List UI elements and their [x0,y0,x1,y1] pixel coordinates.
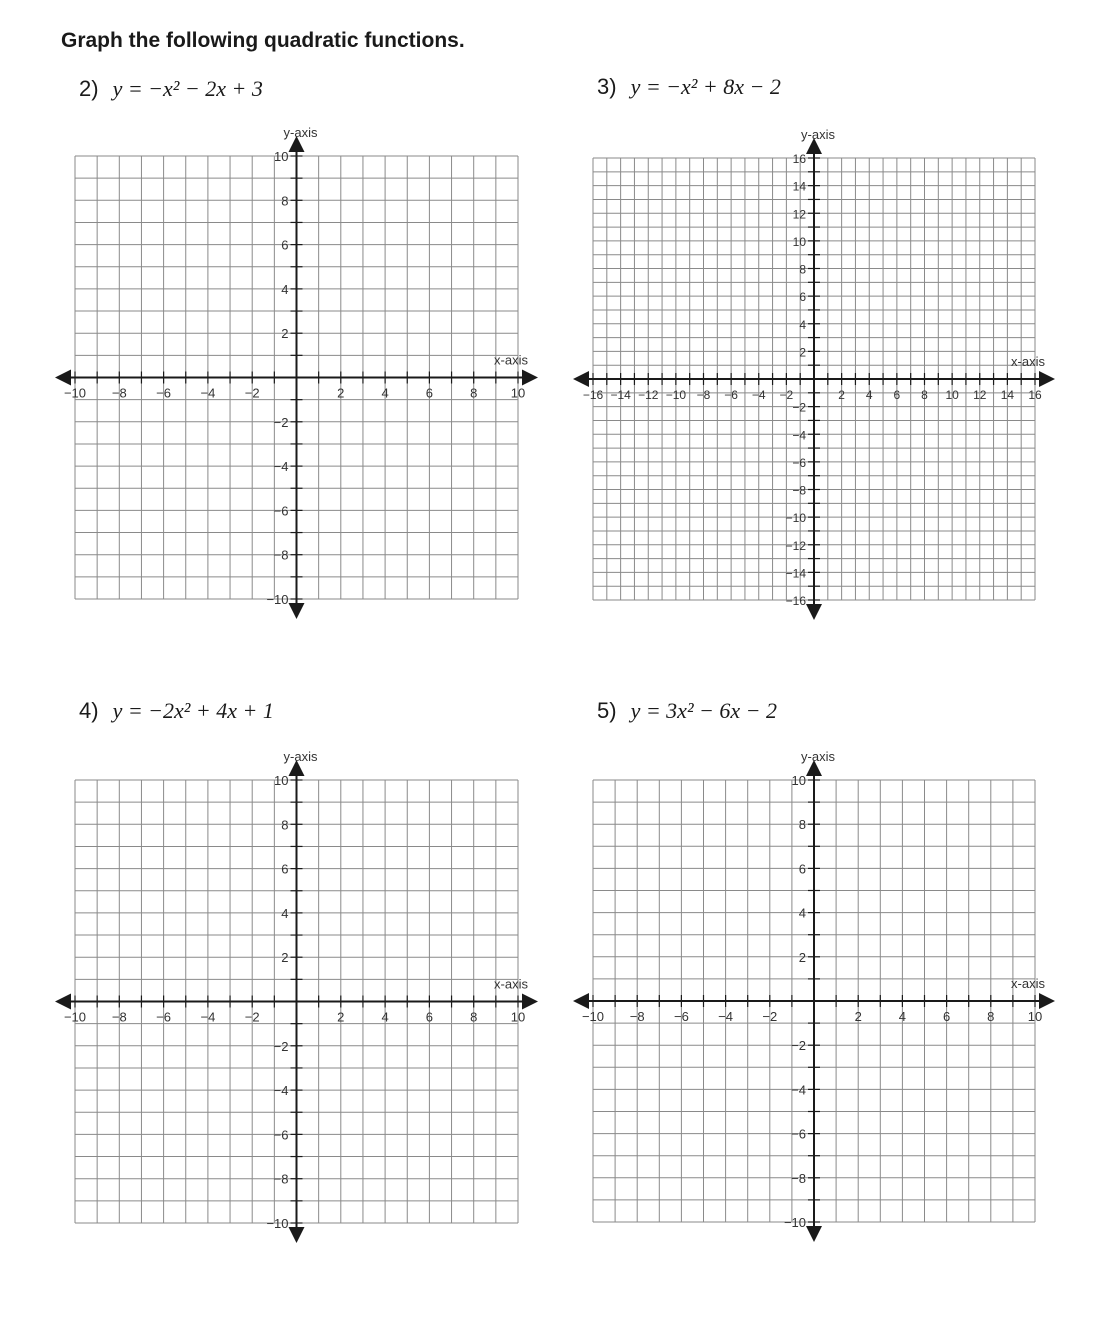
y-tick-label: −12 [785,538,806,553]
x-tick-label: −14 [610,388,631,402]
y-tick-label: −4 [791,1082,806,1098]
x-axis-label: x-axis [1011,354,1045,369]
y-tick-label: 6 [281,237,289,253]
x-tick-label: 6 [942,1009,951,1024]
x-tick-label: 4 [381,385,389,401]
problem-3-number: 3) [597,74,617,99]
y-tick-label: −16 [785,594,806,608]
y-tick-label: −10 [266,592,289,607]
problem-2-number: 2) [79,76,99,101]
x-tick-label: −16 [582,388,604,402]
y-tick-label: 10 [791,773,806,788]
y-tick-label: −10 [266,1216,289,1231]
y-tick-label: −4 [273,1083,289,1099]
x-tick-label: 4 [898,1009,907,1024]
problem-3-equation: y = −x² + 8x − 2 [630,74,781,99]
y-tick-label: −6 [273,1127,289,1143]
grid-problem-2[interactable] [63,125,530,611]
x-tick-label: 4 [381,1009,389,1025]
x-tick-label: −4 [200,1009,216,1025]
x-axis-label: x-axis [494,352,528,368]
y-tick-label: −8 [792,483,806,498]
x-tick-label: −10 [63,385,87,401]
grid-problem-4[interactable] [63,749,530,1235]
y-tick-label: 2 [799,345,806,360]
y-tick-label: −4 [792,428,806,443]
y-tick-label: 8 [281,817,289,833]
y-tick-label: −2 [791,1038,806,1054]
y-tick-label: −2 [273,414,289,430]
y-tick-label: 2 [281,326,289,342]
y-axis-label: y-axis [801,127,835,142]
y-tick-label: −8 [273,1171,289,1187]
y-axis-label: y-axis [283,749,318,764]
x-tick-label: −2 [244,1009,260,1025]
x-tick-label: 10 [945,388,959,402]
y-tick-label: −8 [273,547,289,563]
x-tick-label: −4 [200,385,216,401]
problem-5-equation: y = 3x² − 6x − 2 [630,698,777,723]
x-tick-label: −10 [581,1009,605,1024]
y-tick-label: −2 [792,400,806,415]
y-tick-label: 10 [792,234,806,249]
y-tick-label: 4 [798,905,806,921]
x-tick-label: −6 [673,1009,689,1024]
y-tick-label: −4 [273,459,289,475]
y-tick-label: −10 [785,511,806,526]
x-tick-label: −6 [156,1009,172,1025]
problem-4-equation: y = −2x² + 4x + 1 [112,698,274,723]
x-tick-label: −8 [111,1009,127,1025]
grid-problem-3[interactable] [581,127,1047,612]
x-tick-label: −4 [751,388,766,402]
x-tick-label: −6 [724,388,738,402]
y-tick-label: 8 [281,193,289,209]
problem-4-number: 4) [79,698,99,723]
x-axis-label: x-axis [494,976,528,992]
x-tick-label: 6 [425,385,434,401]
x-tick-label: 2 [337,385,345,401]
y-tick-label: −8 [791,1170,806,1186]
x-tick-label: 2 [854,1009,862,1024]
x-tick-label: 10 [510,1009,526,1025]
y-tick-label: 6 [798,861,806,877]
y-tick-label: 8 [799,262,806,277]
x-tick-label: 2 [838,388,845,402]
x-tick-label: −2 [762,1009,778,1024]
grid-problem-5[interactable] [581,749,1047,1234]
x-tick-label: −12 [638,388,659,402]
x-tick-label: 8 [470,1009,478,1025]
y-axis-label: y-axis [283,125,318,140]
x-tick-label: 8 [987,1009,995,1024]
x-tick-label: 10 [510,385,526,401]
problem-5-number: 5) [597,698,617,723]
y-tick-label: −6 [791,1126,806,1142]
x-tick-label: 8 [921,388,928,402]
y-tick-label: 2 [281,950,289,966]
x-tick-label: 6 [425,1009,434,1025]
x-tick-label: 12 [973,388,987,402]
x-tick-label: −2 [779,388,794,402]
x-tick-label: −2 [244,385,260,401]
y-tick-label: 4 [281,905,289,921]
y-tick-label: −14 [785,566,806,581]
y-tick-label: −10 [783,1215,806,1230]
y-tick-label: 2 [798,949,806,965]
y-tick-label: 10 [274,149,289,164]
y-tick-label: 4 [281,281,289,297]
x-tick-label: −10 [63,1009,87,1025]
y-tick-label: 6 [281,861,289,877]
x-tick-label: −4 [718,1009,734,1024]
y-tick-label: 8 [798,817,806,833]
y-tick-label: 14 [792,179,806,194]
y-tick-label: 10 [274,773,289,788]
y-axis-label: y-axis [801,749,835,764]
x-tick-label: 8 [470,385,478,401]
y-tick-label: −6 [273,503,289,519]
y-tick-label: 6 [799,290,806,305]
x-axis-label: x-axis [1011,976,1045,991]
x-tick-label: 4 [865,388,873,402]
x-tick-label: 16 [1028,388,1042,402]
x-tick-label: −8 [696,388,711,402]
x-tick-label: 10 [1027,1009,1043,1024]
problem-2-equation: y = −x² − 2x + 3 [112,76,263,101]
x-tick-label: −10 [665,388,687,402]
x-tick-label: 2 [337,1009,345,1025]
x-tick-label: −6 [156,385,172,401]
y-tick-label: −2 [273,1038,289,1054]
x-tick-label: 6 [893,388,901,402]
x-tick-label: −8 [629,1009,645,1024]
x-tick-label: −8 [111,385,127,401]
x-tick-label: 14 [1000,388,1015,402]
y-tick-label: 16 [792,152,806,166]
worksheet-title: Graph the following quadratic functions. [61,29,465,52]
y-tick-label: −6 [792,455,806,470]
y-tick-label: 4 [799,317,806,332]
y-tick-label: 12 [792,207,806,222]
